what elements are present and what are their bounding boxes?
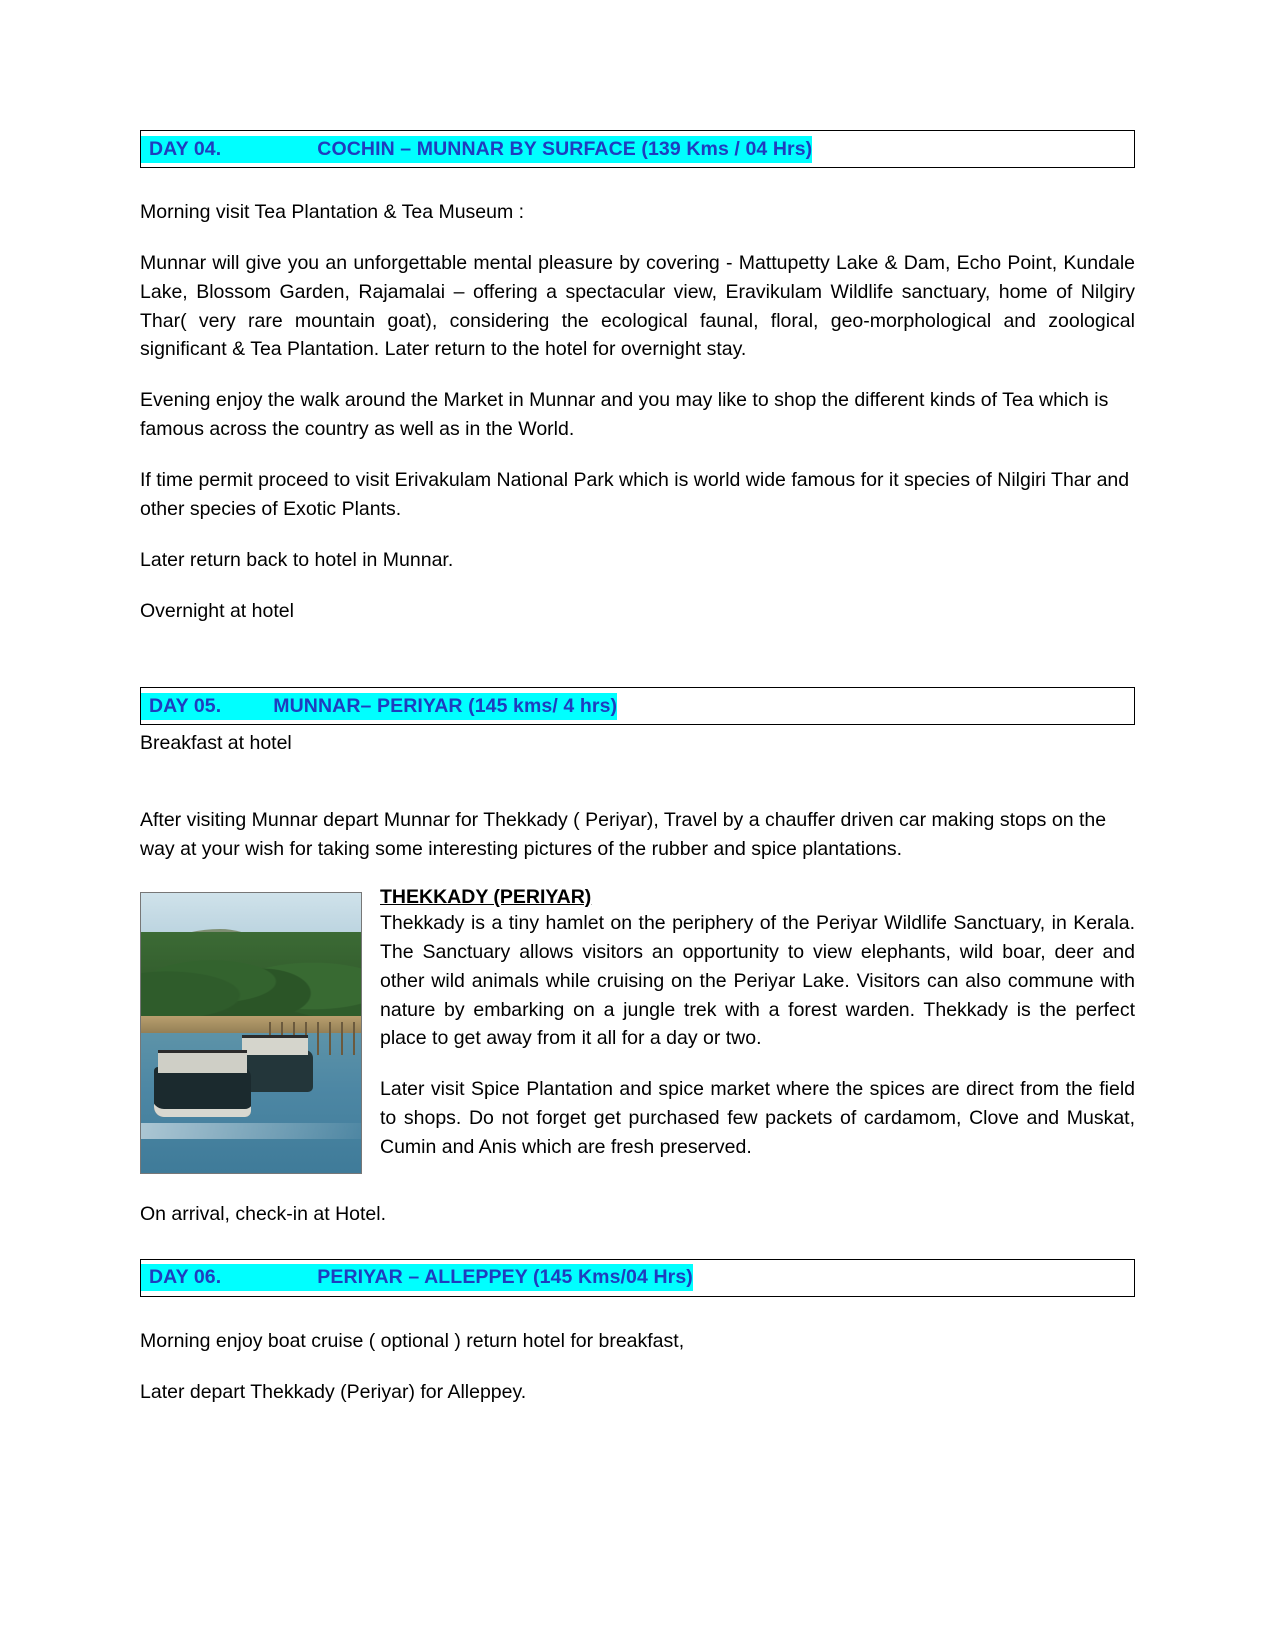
day06-paragraph-1: Morning enjoy boat cruise ( optional ) return hotel for breakfast, — [140, 1329, 685, 1352]
spacer — [140, 227, 1135, 249]
day04-paragraph-5: Later return back to hotel in Munnar. — [140, 548, 454, 571]
day06-day-label: DAY 06. — [141, 1264, 221, 1291]
day05-wrapped-paragraph-1: Thekkady is a tiny hamlet on the periphery of the Periyar Wildlife Sanctuary, in Kerala. The Sanctuary allows visitors an opportunity to view elephants, wild boar, deer and other wild animals while cruising on the Periyar Lake. Visitors can also commune with nature by embarking on a jungle trek with a forest warden. Thekkady is the perfect place to get away from it all for a day or two. — [380, 912, 1135, 1050]
day04-paragraph-2: Munnar will give you an unforgettable mental pleasure by covering - Mattupetty Lake & Dam, Echo Point, Kundale Lake, Blossom Garden, Rajamalai – offering a spectacular view, Eravikulam Wildlife sanctuary, home of Nilgiry Thar( very rare mountain goat), considering the ecological faunal, floral, geo-morphological and zoological significant & Tea Plantation. Later return to the hotel for overnight stay. — [140, 251, 1135, 361]
day05-title: MUNNAR– PERIYAR (145 kms/ 4 hrs) — [221, 693, 617, 720]
day05-paragraph-1: After visiting Munnar depart Munnar for Thekkady ( Periyar), Travel by a chauffer driven car making stops on the way at your wish for taking some interesting pictures of the rubber and spice plantations. — [140, 809, 1107, 861]
day04-paragraph-3: Evening enjoy the walk around the Market in Munnar and you may like to shop the different kinds of Tea which is famous across the country as well as in the World. — [140, 389, 1109, 441]
day06-title: PERIYAR – ALLEPPEY (145 Kms/04 Hrs) — [221, 1264, 693, 1291]
day04-title: COCHIN – MUNNAR BY SURFACE (139 Kms / 04 Hrs) — [221, 136, 812, 163]
day04-paragraph-4: If time permit proceed to visit Erivakulam National Park which is world wide famous for it species of Nilgiri Thar and other species of Exotic Plants. — [140, 469, 1130, 520]
photo-wake — [141, 1123, 361, 1140]
periyar-lake-boats-photo — [140, 892, 362, 1174]
photo-boat-roof — [158, 1050, 247, 1073]
day06-paragraph-2: Later depart Thekkady (Periyar) for Alleppey. — [140, 1380, 527, 1403]
day04-header-bar — [140, 130, 1135, 168]
spacer — [140, 524, 1135, 546]
spacer — [140, 364, 1135, 386]
day05-header-bar — [140, 687, 1135, 725]
photo-boat-roof — [242, 1035, 308, 1056]
day05-day-label: DAY 05. — [141, 693, 221, 720]
spacer — [140, 444, 1135, 466]
spacer — [140, 575, 1135, 597]
photo-treeline — [141, 932, 361, 1022]
spacer — [140, 1229, 1135, 1259]
day04-paragraph-6: Overnight at hotel — [140, 599, 294, 622]
day05-photo-text-block — [140, 886, 1135, 1178]
thekkady-subheading: THEKKADY (PERIYAR) — [380, 886, 592, 909]
day05-wrapped-paragraph-2: Later visit Spice Plantation and spice market where the spices are direct from the field to shops. Do not forget get purchased few packets of cardamom, Clove and Muskat, Cumin and Anis which are fresh preserved. — [380, 1078, 1135, 1159]
spacer — [140, 625, 1135, 687]
spacer — [140, 1356, 1135, 1378]
day06-header-bar — [140, 1259, 1135, 1297]
spacer — [140, 1178, 1135, 1200]
spacer — [140, 864, 1135, 886]
day05-closing: On arrival, check-in at Hotel. — [140, 1203, 387, 1226]
photo-boat-primary — [154, 1067, 251, 1117]
day04-day-label: DAY 04. — [141, 136, 221, 163]
spacer — [140, 758, 1135, 806]
day04-paragraph-1: Morning visit Tea Plantation & Tea Museum : — [140, 201, 525, 223]
spacer — [140, 1297, 1135, 1327]
spacer — [140, 168, 1135, 198]
day05-intro: Breakfast at hotel — [140, 732, 292, 755]
